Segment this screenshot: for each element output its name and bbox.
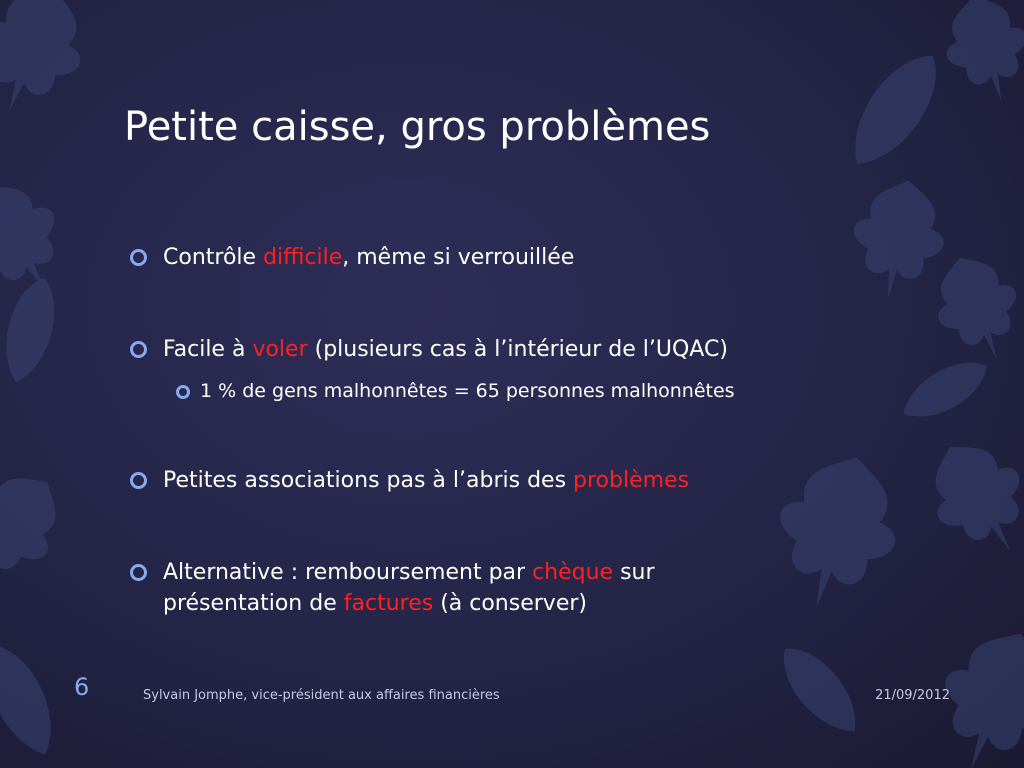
bullet-text <box>163 334 728 365</box>
slide-number: 6 <box>74 673 90 701</box>
hollow-circle-bullet-icon <box>130 341 147 358</box>
hollow-circle-bullet-icon <box>130 564 147 581</box>
bullet-text <box>163 465 689 496</box>
bullet-text <box>163 557 655 619</box>
bullet-text-prefix: Contrôle <box>163 245 264 270</box>
highlighted-word: chèque <box>532 560 614 585</box>
footer-date: 21/09/2012 <box>875 688 950 703</box>
highlighted-word: problèmes <box>573 468 690 493</box>
bullet-text <box>163 242 574 273</box>
bullet-line-1 <box>163 557 655 588</box>
hollow-circle-bullet-icon <box>130 249 147 266</box>
highlighted-word: factures <box>343 591 434 616</box>
bullet-text-suffix: sur <box>613 560 655 585</box>
highlighted-word: difficile <box>263 245 343 270</box>
bullet-item <box>124 334 728 365</box>
bullet-text-prefix: Petites associations pas à l’abris des <box>163 468 574 493</box>
bullet-text-suffix: (à conserver) <box>433 591 587 616</box>
bullet-line-2 <box>163 588 655 619</box>
sub-bullet-text: 1 % de gens malhonnêtes = 65 personnes malhonnêtes <box>200 380 735 402</box>
hollow-circle-bullet-icon <box>130 472 147 489</box>
bullet-item <box>124 557 655 619</box>
bullet-text-prefix: Facile à <box>163 337 253 362</box>
bullet-text-prefix: présentation de <box>163 591 344 616</box>
hollow-circle-bullet-icon <box>176 385 190 399</box>
bullet-item <box>124 465 689 496</box>
highlighted-word: voler <box>252 337 308 362</box>
bullet-text-suffix: , même si verrouillée <box>342 245 575 270</box>
footer-author: Sylvain Jomphe, vice-président aux affaires financières <box>143 688 500 703</box>
slide-title: Petite caisse, gros problèmes <box>124 104 711 150</box>
bullet-text-suffix: (plusieurs cas à l’intérieur de l’UQAC) <box>307 337 728 362</box>
sub-bullet-item <box>176 378 735 404</box>
bullet-text-prefix: Alternative : remboursement par <box>163 560 533 585</box>
bullet-item <box>124 242 574 273</box>
